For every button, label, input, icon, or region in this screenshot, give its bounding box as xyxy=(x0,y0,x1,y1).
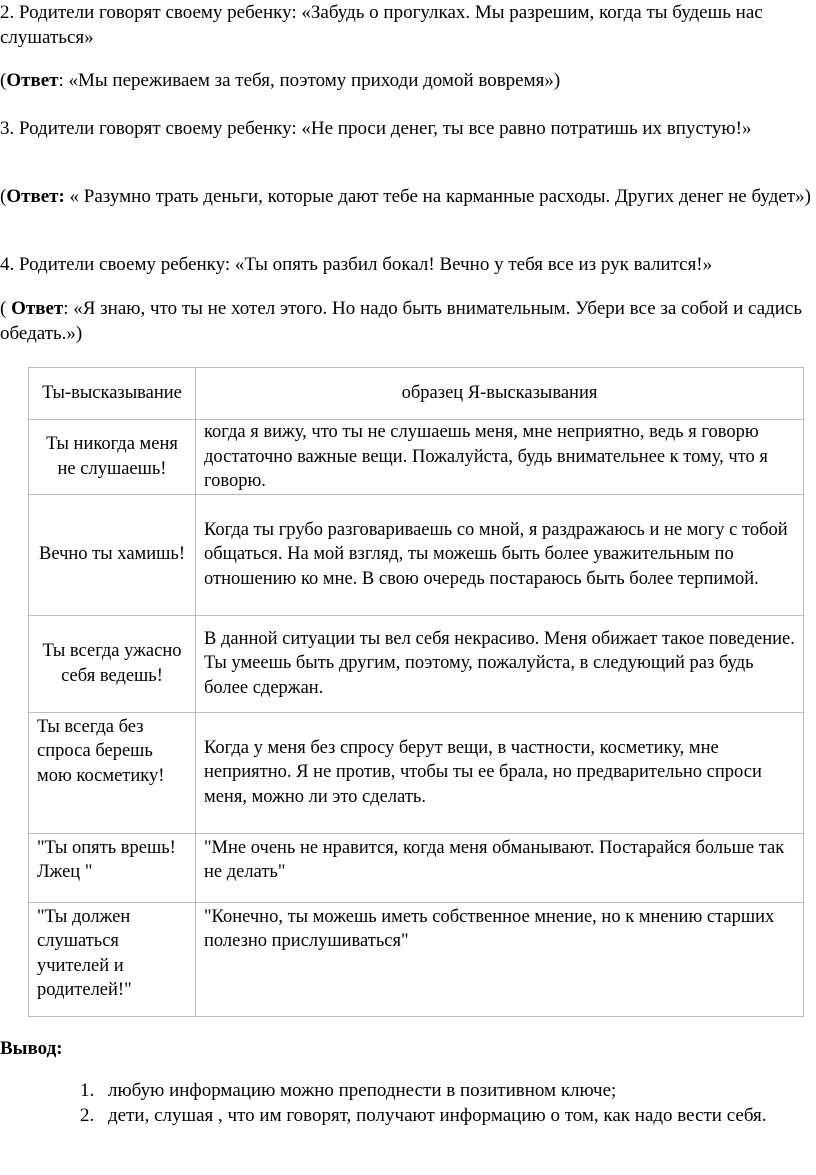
answer-open: ( xyxy=(0,298,12,319)
answer-item-3 xyxy=(0,184,812,209)
i-statement-cell: "Конечно, ты можешь иметь собственное мнение, но к мнению старших полезно прислушиваться" xyxy=(196,902,804,1016)
i-statement-cell: Когда ты грубо разговариваешь со мной, я раздражаюсь и не могу с тобой общаться. На мой взгляд, ты можешь быть более уважительным по отношению ко мне. В свою очередь постараюсь быть более терпимой. xyxy=(196,494,804,615)
you-statement-cell: Ты никогда меня не слушаешь! xyxy=(29,420,196,495)
table-header-row xyxy=(29,368,804,420)
list-text: дети, слушая , что им говорят, получают информацию о том, как надо вести себя. xyxy=(108,1105,767,1126)
answer-label: Ответ: xyxy=(6,186,65,207)
answer-label: Ответ xyxy=(6,70,59,91)
answer-text: : «Я знаю, что ты не хотел этого. Но надо быть внимательным. Убери все за собой и садись обедать.») xyxy=(0,298,803,344)
list-item xyxy=(0,1103,812,1128)
answer-item-2 xyxy=(0,68,812,93)
answer-item-4 xyxy=(0,296,812,346)
you-statement-cell: Ты всегда ужасно себя ведешь! xyxy=(29,615,196,712)
answer-open: ( xyxy=(0,186,7,207)
table-row xyxy=(29,420,804,495)
statements-table xyxy=(28,367,804,1017)
list-number: 2. xyxy=(80,1105,95,1126)
list-item xyxy=(0,1078,812,1103)
i-statement-cell: "Мне очень не нравится, когда меня обманывают. Постарайся больше так не делать" xyxy=(196,833,804,902)
table-row xyxy=(29,494,804,615)
table-row xyxy=(29,615,804,712)
header-you-statement: Ты-высказывание xyxy=(29,368,196,420)
paragraph-item-2: 2. Родители говорят своему ребенку: «Забудь о прогулках. Мы разрешим, когда ты будешь нас слушаться» xyxy=(0,2,763,48)
answer-open: ( xyxy=(0,70,7,91)
answer-text: : «Мы переживаем за тебя, поэтому приходи домой вовремя») xyxy=(58,70,561,91)
you-statement-cell: "Ты должен слушаться учителей и родителей!" xyxy=(29,902,196,1016)
conclusion-title: Вывод: xyxy=(0,1038,63,1059)
table-row xyxy=(29,712,804,833)
table-row xyxy=(29,833,804,902)
paragraph-item-4: 4. Родители своему ребенку: «Ты опять разбил бокал! Вечно у тебя все из рук валится!» xyxy=(0,254,713,275)
paragraph-item-3: 3. Родители говорят своему ребенку: «Не проси денег, ты все равно потратишь их впустую!» xyxy=(0,118,752,139)
you-statement-cell: Ты всегда без спроса берешь мою косметику! xyxy=(29,712,196,833)
i-statement-cell: когда я вижу, что ты не слушаешь меня, мне неприятно, ведь я говорю достаточно важные вещи. Пожалуйста, будь внимательнее к тому, что я говорю. xyxy=(196,420,804,495)
you-statement-cell: Вечно ты хамишь! xyxy=(29,494,196,615)
i-statement-cell: Когда у меня без спросу берут вещи, в частности, косметику, мне неприятно. Я не против, чтобы ты ее брала, но предварительно спроси меня, можно ли это сделать. xyxy=(196,712,804,833)
answer-text: « Разумно трать деньги, которые дают тебе на карманные расходы. Других денег не будет») xyxy=(64,186,811,207)
i-statement-cell: В данной ситуации ты вел себя некрасиво. Меня обижает такое поведение. Ты умеешь быть другим, поэтому, пожалуйста, в следующий раз будь более сдержан. xyxy=(196,615,804,712)
conclusion-list xyxy=(0,1078,812,1128)
list-text: любую информацию можно преподнести в позитивном ключе; xyxy=(108,1080,617,1101)
answer-label: Ответ xyxy=(11,298,64,319)
table-row xyxy=(29,902,804,1016)
you-statement-cell: "Ты опять врешь! Лжец " xyxy=(29,833,196,902)
list-number: 1. xyxy=(80,1080,95,1101)
header-i-statement: образец Я-высказывания xyxy=(196,368,804,420)
